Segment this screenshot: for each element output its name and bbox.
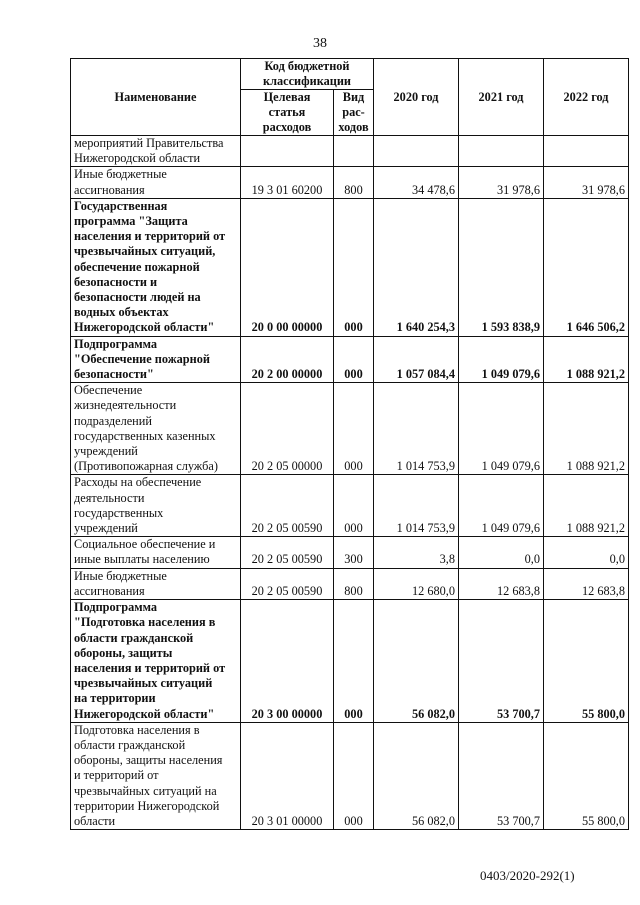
header-code-group: Код бюджетной классификации (241, 59, 374, 90)
row-kind-cell: 000 (334, 600, 374, 723)
row-target-cell: 20 3 01 00000 (241, 722, 334, 829)
table-row (71, 537, 629, 568)
table-row (71, 600, 629, 723)
row-name-cell: Подпрограмма "Обеспечение пожарной безопасности" (71, 336, 241, 383)
row-kind-cell: 800 (334, 568, 374, 599)
header-2022: 2022 год (544, 59, 629, 136)
row-2021-cell: 0,0 (459, 537, 544, 568)
row-name-cell: Расходы на обеспечение деятельности государственных учреждений (71, 475, 241, 537)
row-kind-cell (334, 136, 374, 167)
document-code: 0403/2020-292(1) (480, 868, 575, 883)
row-2021-cell: 1 049 079,6 (459, 383, 544, 475)
row-2022-cell: 1 646 506,2 (544, 198, 629, 336)
row-2022-cell: 0,0 (544, 537, 629, 568)
row-kind-cell: 000 (334, 722, 374, 829)
row-target-cell: 20 2 00 00000 (241, 336, 334, 383)
row-2022-cell: 1 088 921,2 (544, 475, 629, 537)
row-kind-cell: 000 (334, 336, 374, 383)
row-2020-cell: 56 082,0 (374, 722, 459, 829)
row-name-cell: Государственная программа "Защита населения и территорий от чрезвычайных ситуаций, обеспечение пожарной безопасности и безопасности людей на водных объектах Нижегородской области" (71, 198, 241, 336)
row-2021-cell: 12 683,8 (459, 568, 544, 599)
row-2020-cell: 34 478,6 (374, 167, 459, 198)
row-2020-cell: 1 014 753,9 (374, 475, 459, 537)
row-2020-cell: 56 082,0 (374, 600, 459, 723)
row-kind-cell: 000 (334, 383, 374, 475)
row-2021-cell: 1 049 079,6 (459, 475, 544, 537)
row-target-cell: 20 2 05 00590 (241, 537, 334, 568)
row-target-cell: 19 3 01 60200 (241, 167, 334, 198)
row-target-cell: 20 2 05 00590 (241, 475, 334, 537)
row-2021-cell: 53 700,7 (459, 722, 544, 829)
table-row (71, 136, 629, 167)
table-row (71, 336, 629, 383)
table-row (71, 383, 629, 475)
table-row (71, 475, 629, 537)
row-kind-cell: 800 (334, 167, 374, 198)
row-2021-cell: 1 049 079,6 (459, 336, 544, 383)
row-2020-cell: 1 014 753,9 (374, 383, 459, 475)
budget-table (70, 58, 629, 830)
row-name-cell: Иные бюджетные ассигнования (71, 167, 241, 198)
row-name-cell: Подпрограмма "Подготовка населения в области гражданской обороны, защиты населения и территорий от чрезвычайных ситуаций на территории Нижегородской области" (71, 600, 241, 723)
table-row (71, 167, 629, 198)
row-name-cell: Подготовка населения в области гражданской обороны, защиты населения и территорий от чрезвычайных ситуаций на территории Нижегородской области (71, 722, 241, 829)
row-target-cell: 20 0 00 00000 (241, 198, 334, 336)
row-2022-cell: 55 800,0 (544, 722, 629, 829)
row-2020-cell (374, 136, 459, 167)
row-target-cell: 20 3 00 00000 (241, 600, 334, 723)
row-2020-cell: 12 680,0 (374, 568, 459, 599)
header-kind: Вид рас-ходов (334, 90, 374, 136)
row-2022-cell: 31 978,6 (544, 167, 629, 198)
row-name-cell: Иные бюджетные ассигнования (71, 568, 241, 599)
table-row (71, 722, 629, 829)
row-2020-cell: 1 057 084,4 (374, 336, 459, 383)
row-kind-cell: 300 (334, 537, 374, 568)
header-2021: 2021 год (459, 59, 544, 136)
row-target-cell (241, 136, 334, 167)
table-row (71, 198, 629, 336)
row-2021-cell: 31 978,6 (459, 167, 544, 198)
row-name-cell: Социальное обеспечение и иные выплаты населению (71, 537, 241, 568)
row-2022-cell: 12 683,8 (544, 568, 629, 599)
row-2021-cell: 1 593 838,9 (459, 198, 544, 336)
header-2020: 2020 год (374, 59, 459, 136)
row-2021-cell (459, 136, 544, 167)
header-target: Целевая статья расходов (241, 90, 334, 136)
table-row (71, 568, 629, 599)
row-2020-cell: 1 640 254,3 (374, 198, 459, 336)
row-target-cell: 20 2 05 00590 (241, 568, 334, 599)
row-2022-cell: 1 088 921,2 (544, 383, 629, 475)
row-2020-cell: 3,8 (374, 537, 459, 568)
row-name-cell: мероприятий Правительства Нижегородской области (71, 136, 241, 167)
row-2022-cell: 55 800,0 (544, 600, 629, 723)
row-target-cell: 20 2 05 00000 (241, 383, 334, 475)
row-2022-cell: 1 088 921,2 (544, 336, 629, 383)
page-number: 38 (313, 36, 327, 51)
header-name: Наименование (71, 59, 241, 136)
row-kind-cell: 000 (334, 475, 374, 537)
row-name-cell: Обеспечение жизнедеятельности подразделений государственных казенных учреждений (Противопожарная служба) (71, 383, 241, 475)
row-2022-cell (544, 136, 629, 167)
row-2021-cell: 53 700,7 (459, 600, 544, 723)
row-kind-cell: 000 (334, 198, 374, 336)
